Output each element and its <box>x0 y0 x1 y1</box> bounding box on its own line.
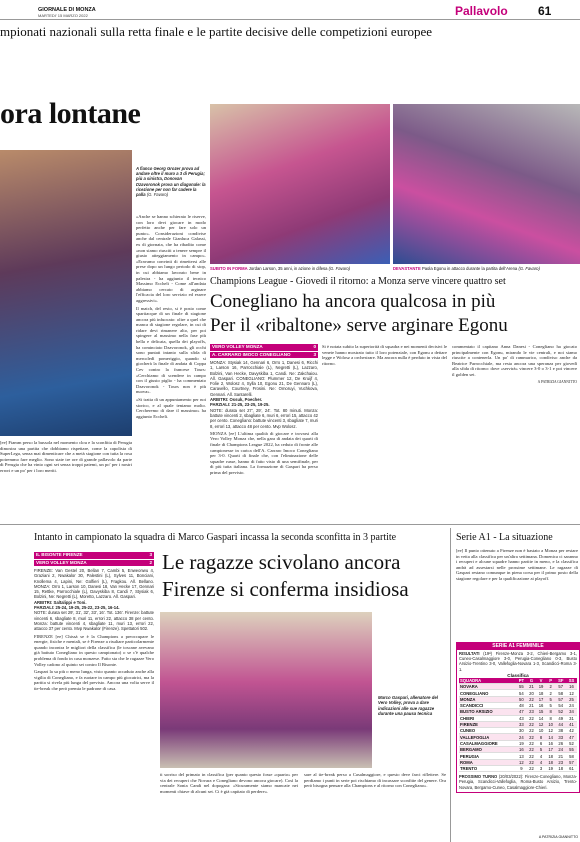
sidebar-title: Serie A1 - La situazione <box>456 532 553 543</box>
stat-cell: 38 <box>555 728 566 734</box>
stat-cell: 49 <box>555 715 566 721</box>
top-story-para1: «Anche se hanno schierato le riserve, con loro devi giocare in modo perfetto anche per fare solo un punto». Considerazioni condivise anche dal centrale Gianluca Galassi, ex di giornata, che ha ribadito come «non siamo riusciti a tenere sempre il giusto atteggiamento in campo». «Eravamo convinti di rimettersi alle prese dopo un lungo periodo di stop, in cui abbiamo lavorato bene in palestra - ha aggiunto il tecnico Massimo Eccheli - Come all'andata abbiamo cercato di arginare l'efficacia del loro servizio ed essere aggressivi». <box>136 214 206 303</box>
team-name-cell: SCANDICCI <box>459 703 516 709</box>
photo2-credit: (G. Favaro) <box>328 266 351 271</box>
stat-cell: 24 <box>566 703 577 709</box>
standings-col-header: P <box>546 678 556 684</box>
seriea1-headline-1: Le ragazze scivolano ancora <box>162 550 401 574</box>
standings-header-row <box>459 678 577 684</box>
stat-cell: 17 <box>536 696 546 702</box>
photo1-caption-text: A fianco Georg Grozer prova ad andare oltre il muro a 3 di Perugia; più a sinistra, Donovan Dzavoronok prova un diagonale: la ricezione per non far cadere la palla <box>136 166 206 198</box>
stat-cell: 16 <box>516 747 527 753</box>
top-story-para3: «Si tratta di un appuntamento per noi storico, e al quale teniamo molto. Cercheremo di dare il massimo» ha aggiunto Eccheli. <box>136 397 206 419</box>
team-name-cell: BUSTO ARSIZIO <box>459 709 516 715</box>
photo3-caption <box>393 266 540 271</box>
stat-cell: 58 <box>566 753 577 759</box>
stat-cell: 31 <box>566 715 577 721</box>
seriea1-lineups <box>34 568 154 632</box>
table-row <box>459 765 577 771</box>
stat-cell: 21 <box>555 753 566 759</box>
next-round-label: PROSSIMO TURNO <box>459 774 498 780</box>
photo2-caption <box>210 266 350 271</box>
seriea1-team2-row <box>34 560 154 567</box>
stat-cell: 5 <box>546 703 556 709</box>
top-story-col0: [ee] Fiamm perso la bussola nel momento clou e la sconfitta di Perugia dimostra una partita che dobbiamo rispettare, come la capolista di SuperLega, senza mai dimenticare che a metà stagione con tutta la rosa potremmo fare meglio. Sono state tre ore di grande pallavolo da parte di Perugia che ha vinto ogni set senza troppi patemi, un po' per i nostri errori e un po' per i loro meriti. <box>0 440 132 473</box>
stat-cell: 22 <box>527 765 537 771</box>
photo3-caption-text: Paola Egonu in attacco durante la partita dell'Arena <box>421 266 518 271</box>
seriea1-notes: NOTE: durata set 29', 31', 32', 33', 16'. Tot. 136'. Firenze: battute vincenti 6, sbagliate 8, muri 11, errori 22, attacco 38 per cento. Monza: battute vincenti 4, sbagliate 11, muri 13, errori 22, attacco 37 per cento. Mvp Nwakalor (Firenze). Spettatori 502. <box>34 610 154 632</box>
standings-col-header: SF <box>555 678 566 684</box>
next-round <box>457 772 579 792</box>
results <box>457 650 579 673</box>
stat-cell: 19 <box>536 684 546 690</box>
champions-headline-1: Conegliano ha ancora qualcosa in più <box>210 291 496 312</box>
section-divider <box>0 524 580 525</box>
stat-cell: 58 <box>555 690 566 696</box>
team-name-cell: TRENTO <box>459 765 516 771</box>
team-name-cell: VALLEFOGLIA <box>459 734 516 740</box>
champions-team1-row <box>210 344 318 351</box>
stat-cell: 8 <box>546 715 556 721</box>
team-name-cell: PERUGIA <box>459 753 516 759</box>
champions-team2: A. CARRARO IMOCO CONEGLIANO <box>212 351 291 357</box>
stat-cell: 8 <box>536 734 546 740</box>
photo1-caption <box>136 166 206 197</box>
standings-col-header: SS <box>566 678 577 684</box>
stat-cell: 8 <box>546 709 556 715</box>
stat-cell: 10 <box>536 728 546 734</box>
champions-score1: 0 <box>313 344 316 349</box>
team-name-cell: BERGAMO <box>459 747 516 753</box>
stat-cell: 17 <box>546 747 556 753</box>
team-name-cell: ROMA <box>459 759 516 765</box>
stat-cell: 54 <box>555 703 566 709</box>
stat-cell: 22 <box>527 747 537 753</box>
champions-body3-text: commentato il capitano Anna Danesi - Conegliano ha giocato principalmente con Egonu, mirando le vie centrali, e noi siamo riuscite a contenerla. Un po' di rammarico, condiviso anche da Beatrice Parrocchiale, ma resta ancora una speranza per giovedì alla sfida di ritorno: dove «servirà» vincere 3-0 o 3-1 e poi vincere il golden set. <box>452 344 577 377</box>
standings-label: Classifica <box>507 672 529 678</box>
stat-cell: 19 <box>516 740 527 746</box>
newspaper-name: GIORNALE DI MONZA <box>38 7 96 13</box>
stat-cell: 5 <box>546 696 556 702</box>
stat-cell: 3 <box>536 765 546 771</box>
stat-cell: 43 <box>516 715 527 721</box>
champions-body3 <box>452 344 577 385</box>
stat-cell: 18 <box>546 753 556 759</box>
photo-gaspari-team <box>160 612 372 768</box>
standings-body <box>459 684 577 772</box>
champions-notes: NOTE: durata set 27', 29', 24'. Tot. 80 minuti. Monza: battute vincenti 2, sbagliate 6, muri 6, errori 15, attacco 42 per cento. Conegliano: battute vincenti 3, sbagliate 7, muri 8, errori 13, attacco 48 per cento. Mvp Wolosz. <box>210 407 319 429</box>
champions-score2: 3 <box>313 351 316 357</box>
team-name-cell: NOVARA <box>459 684 516 690</box>
photo-larson <box>210 104 390 264</box>
stat-cell: 12 <box>536 721 546 727</box>
photo-grozer <box>0 150 132 436</box>
seriea1-headline-2: Firenze si conferma insidiosa <box>162 577 409 601</box>
stat-cell: 12 <box>546 728 556 734</box>
stat-cell: 33 <box>516 721 527 727</box>
champions-referees: ARBITRI: Ossuk, Poecher. <box>210 397 263 403</box>
seriea1-kicker: Intanto in campionato la squadra di Marco Gaspari incassa la seconda sconfitta in 3 partite <box>34 532 397 543</box>
stat-cell: 2 <box>546 690 556 696</box>
stat-cell: 50 <box>516 696 527 702</box>
stat-cell: 22 <box>527 728 537 734</box>
stat-cell: 14 <box>536 715 546 721</box>
stat-cell: 34 <box>566 709 577 715</box>
stat-cell: 21 <box>527 684 537 690</box>
stat-cell: 6 <box>536 740 546 746</box>
stat-cell: 12 <box>566 690 577 696</box>
seriea1-team1-row <box>34 552 154 559</box>
header-rule <box>0 19 580 20</box>
stat-cell: 16 <box>536 703 546 709</box>
champions-kicker: Champions League - Giovedì il ritorno: a Monza serve vincere quattro set <box>210 276 506 287</box>
stat-cell: 24 <box>555 747 566 753</box>
champions-team2-row <box>210 352 318 359</box>
sidebar-divider <box>450 528 451 842</box>
stat-cell: 12 <box>516 759 527 765</box>
stat-cell: 22 <box>527 759 537 765</box>
stat-cell: 22 <box>527 715 537 721</box>
stat-cell: 20 <box>527 690 537 696</box>
stat-cell: 16 <box>566 684 577 690</box>
seriea1-body1: FIRENZE [ee] Chissà se è la Champions a preoccupare le energie, fisiche e mentali, se è Firenze a risultare particolarmente quando incontra le migliori della classifica (le toscane avevano già battuto Conegliano in questo campionato) o se c'è qualche problema di fondo in casa monzese. Fatto sta che le ragazze Vero Volley cadono al quinto set contro Il Bisonte. <box>34 633 154 667</box>
champions-body2: Si è notata subito la superiorità di squadra e nei momenti decisivi le venete hanno mostrato tutto il loro potenziale, con Egonu a dettare legge e Wolosz a orchestrare. Ma ancora nulla è perduto in vista del ritorno. <box>322 344 447 366</box>
stat-cell: 47 <box>516 709 527 715</box>
team-name-cell: CONEGLIANO <box>459 690 516 696</box>
seriea1-score2: 2 <box>149 559 152 565</box>
seriea1-body3: ti sorriso del primato in classifica (per quanto questo fosse «quarto» per via dei recuperi che Novara e Conegliano devono ancora giocare). Così la centrale Sonia Candi nel dopogara: «Sicuramente siamo mancate nei momenti chiave di alcuni set. Ci è già capitato di perdere». <box>160 772 298 794</box>
top-story-headline: ora lontane <box>0 97 141 130</box>
stat-cell: 13 <box>516 753 527 759</box>
stat-cell: 18 <box>546 759 556 765</box>
standings-col-header: G <box>527 678 537 684</box>
standings-col-header: SQUADRA <box>459 678 516 684</box>
stat-cell: 41 <box>566 721 577 727</box>
team-name-cell: CHIERI <box>459 715 516 721</box>
seriea1-body2: Gaspari la sa più o meno lunga, visto quanto accaduto anche alla vigilia di Conegliano, e fa ruotare in campo più giocatrici, ma la partita si rivela più lunga del previsto. Ancora una volta serve il tie-break che però premia le padrone di casa. <box>34 669 154 691</box>
team-name-cell: CUNEO <box>459 728 516 734</box>
results-text: (19ª) Firenze-Monza 3-2, Chieri-Bergamo 3-1, Cuneo-Casalmaggiore 3-0, Perugia-Conegliano 0-3, Busto Arsizio-Trentino 3-0, Vallefoglia-Novara 1-3, Scandicci-Roma 3-1. <box>459 651 577 672</box>
stat-cell: 23 <box>527 709 537 715</box>
champions-scorebox <box>210 344 318 476</box>
stat-cell: 18 <box>536 690 546 696</box>
seriea1-scorebox <box>34 552 154 692</box>
champions-byline: A PATRIZIA GIANNITTO <box>537 379 577 384</box>
team-name-cell: MONZA <box>459 696 516 702</box>
stat-cell: 23 <box>555 759 566 765</box>
stat-cell: 4 <box>536 753 546 759</box>
standings-col-header: PT <box>516 678 527 684</box>
photo3-caption-kicker: DEVASTANTE <box>393 266 421 271</box>
stat-cell: 15 <box>536 709 546 715</box>
stat-cell: 4 <box>536 759 546 765</box>
stat-cell: 42 <box>566 728 577 734</box>
stat-cell: 44 <box>555 721 566 727</box>
stat-cell: 22 <box>527 696 537 702</box>
stat-cell: 19 <box>546 765 556 771</box>
stat-cell: 55 <box>516 684 527 690</box>
stat-cell: 21 <box>527 703 537 709</box>
photo2-caption-text: Jordan Larson, 35 anni, in azione in difesa <box>248 266 328 271</box>
champions-lineups <box>210 360 318 429</box>
photo-egonu <box>393 104 580 264</box>
team-name-cell: CASALMAGGIORE <box>459 740 516 746</box>
seriea1-score1: 3 <box>149 552 152 557</box>
stat-cell: 22 <box>527 753 537 759</box>
stat-cell: 52 <box>555 709 566 715</box>
seriea1-team2: VERO VOLLEY MONZA <box>36 559 87 565</box>
top-story-col1 <box>136 214 206 419</box>
stat-cell: 48 <box>516 703 527 709</box>
photo3-credit: (G. Favaro) <box>518 266 540 271</box>
standings-box-title: SERIE A1 FEMMINILE <box>457 643 579 650</box>
stat-cell: 57 <box>555 696 566 702</box>
seriea1-photo-caption: Marco Gaspari, allenatore del Vero Volley, prova a dare indicazioni alle sue ragazze durante una pausa tecnica <box>378 695 438 717</box>
champions-team1: VERO VOLLEY MONZA <box>212 344 263 349</box>
stat-cell: 9 <box>516 765 527 771</box>
standings-col-header: V <box>536 678 546 684</box>
page-number: 61 <box>538 4 552 18</box>
stat-cell: 57 <box>555 684 566 690</box>
stat-cell: 22 <box>527 740 537 746</box>
stat-cell: 22 <box>527 721 537 727</box>
photo1-credit: (G. Favaro) <box>146 192 169 198</box>
issue-date: MARTEDI' 15 MARZO 2022 <box>38 13 88 18</box>
champions-partials: PARZIALI: 21-25, 23-25, 19-25. <box>210 402 270 408</box>
stat-cell: 57 <box>566 759 577 765</box>
sidebar-credit: A PATRIZIA GIANNITTO <box>538 835 578 839</box>
stat-cell: 2 <box>546 684 556 690</box>
stat-cell: 10 <box>546 721 556 727</box>
next-round-text: (20/03/2022): Firenze-Conegliano, Monza-Perugia, Scandicci-Vallefoglia, Roma-Busto Arsizio, Trento-Novara, Bergamo-Cuneo, Casalmaggiore-Chieri. <box>459 774 577 790</box>
stat-cell: 5 <box>536 747 546 753</box>
seriea1-body4: sare al tie-break perso a Casalmaggiore, e questo deve farci riflettere. Se perdiamo i punti in serie poi rischiamo di incassare sconfitte del genere. Ora però bisogna pensare alla Champions e al ritorno con Conegliano». <box>304 772 446 789</box>
stat-cell: 14 <box>546 734 556 740</box>
champions-body1: MONZA [ee] L'ultima qualità di giocare e trovarsi alla Vero Volley Monza che, nella gara di andata dei quarti di finale di Champions League 2022, ha ceduto di fronte alle campionesse in carica dell'A. Carraro Imoco Conegliano per 3-0. Quarti di finale che, con l'eliminazione delle squadre russe, hanno di fatto visto di una semifinale, per di più tutta italiana. La formazione di Gaspari ha perso prima del previsto. <box>210 430 318 476</box>
stat-cell: 55 <box>566 747 577 753</box>
stat-cell: 47 <box>566 734 577 740</box>
stat-cell: 30 <box>516 728 527 734</box>
standings-table <box>459 678 577 772</box>
stat-cell: 54 <box>516 690 527 696</box>
stat-cell: 24 <box>516 734 527 740</box>
stat-cell: 26 <box>555 740 566 746</box>
stat-cell: 18 <box>555 765 566 771</box>
team-name-cell: FIRENZE <box>459 721 516 727</box>
stat-cell: 52 <box>566 740 577 746</box>
stat-cell: 61 <box>566 765 577 771</box>
top-story-para2: Il match, del resto, si è posto come spartiacque di un finale di stagione ancora più infuocato: oltre a quel che manca di stagione regolare, in cui di ridare devi rimanere alto, per poi spingere al massimo nella fase più bella e delicata, quella dei playoffs, ha cominciato Dzavoronok, gli occhi sono puntati intanto sulla sfida di mercoledì pomeriggio, quando si giocherà la finale di andata di Coppa Cev contro la francese Tours: «Cerchiamo di scendere in campo con il giusto piglio - ha commentato Dzavoronok - Tours non è più nuova». <box>136 305 206 395</box>
stat-cell: 33 <box>555 734 566 740</box>
section-banner: mpionati nazionali sulla retta finale e le partite decisive delle competizioni europee <box>0 24 433 39</box>
stat-cell: 16 <box>546 740 556 746</box>
section-title: Pallavolo <box>455 4 508 18</box>
seriea1-lineups-text: FIRENZE: Van Gestel 20, Bellan 7, Cambi 5, Enweonwu 4, Graziani 2, Nwakalor 30, Palestini (L), Sylves 11, Bonciani, Knollema 4, Lapini, Ne: Golfieri (L), Fragkou. All. Bellano. MONZA: Orro 1, Larson 10, Danesi 18, Van Hecke 17, Gennari 15, Rettke, Parrocchiale (L), Davyskiba 8, Candi 7, Stysiak 6, Bolzini, Ne: Negretti (L), Moretto, Lazzaro. All. Gaspari. <box>34 568 154 600</box>
results-label: RISULTATI <box>459 651 480 656</box>
stat-cell: 25 <box>566 696 577 702</box>
stat-cell: 22 <box>527 734 537 740</box>
seriea1-partials: PARZIALI: 25-24, 19-25, 25-22, 23-25, 16-14. <box>34 605 120 611</box>
seriea1-referees: ARBITRI: Saltalippi e Toni. <box>34 599 87 605</box>
seriea1-team1: IL BISONTE FIRENZE <box>36 552 83 557</box>
sidebar-text: [ee] Il punto ottenuto a Firenze non è bastato a Monza per restare in vetta alla classifica per un'altra settimana. Domenica ci saranno i recuperi e alcune squadre hanno partite in meno, e la classifica andrà ad assestarsi nelle prossime settimane. Le ragazze di Gaspari restano comunque in piena corsa per il primo posto della stagione regolare e per la qualificazione ai playoff. <box>456 548 578 581</box>
standings-box <box>456 642 580 793</box>
champions-headline-2: Per il «ribaltone» serve arginare Egonu <box>210 315 508 336</box>
photo2-caption-kicker: SUBITO IN FORMA <box>210 266 248 271</box>
champions-lineups-text: MONZA: Stysiak 14, Gennari 6, Orro 1, Danesi 6, Ricchi 1, Larson 16, Parrocchiale (L), Negretti (L), Lazzaro, Bolzini, Van Hecke, Davyskiba 1, Candi. Ne: Zakchaiou. All. Gaspari. CONEGLIANO: Plummer 12, De Kruijf 4, Folie 2, Wolosz 4, Sylla 10, Egonu 21, De Gennaro (L), Caravello, Courtney, Frosini. Ne: Omoruyi, Vuchkova, Gennari. All. Santarelli. <box>210 360 318 397</box>
page-header <box>0 0 580 20</box>
